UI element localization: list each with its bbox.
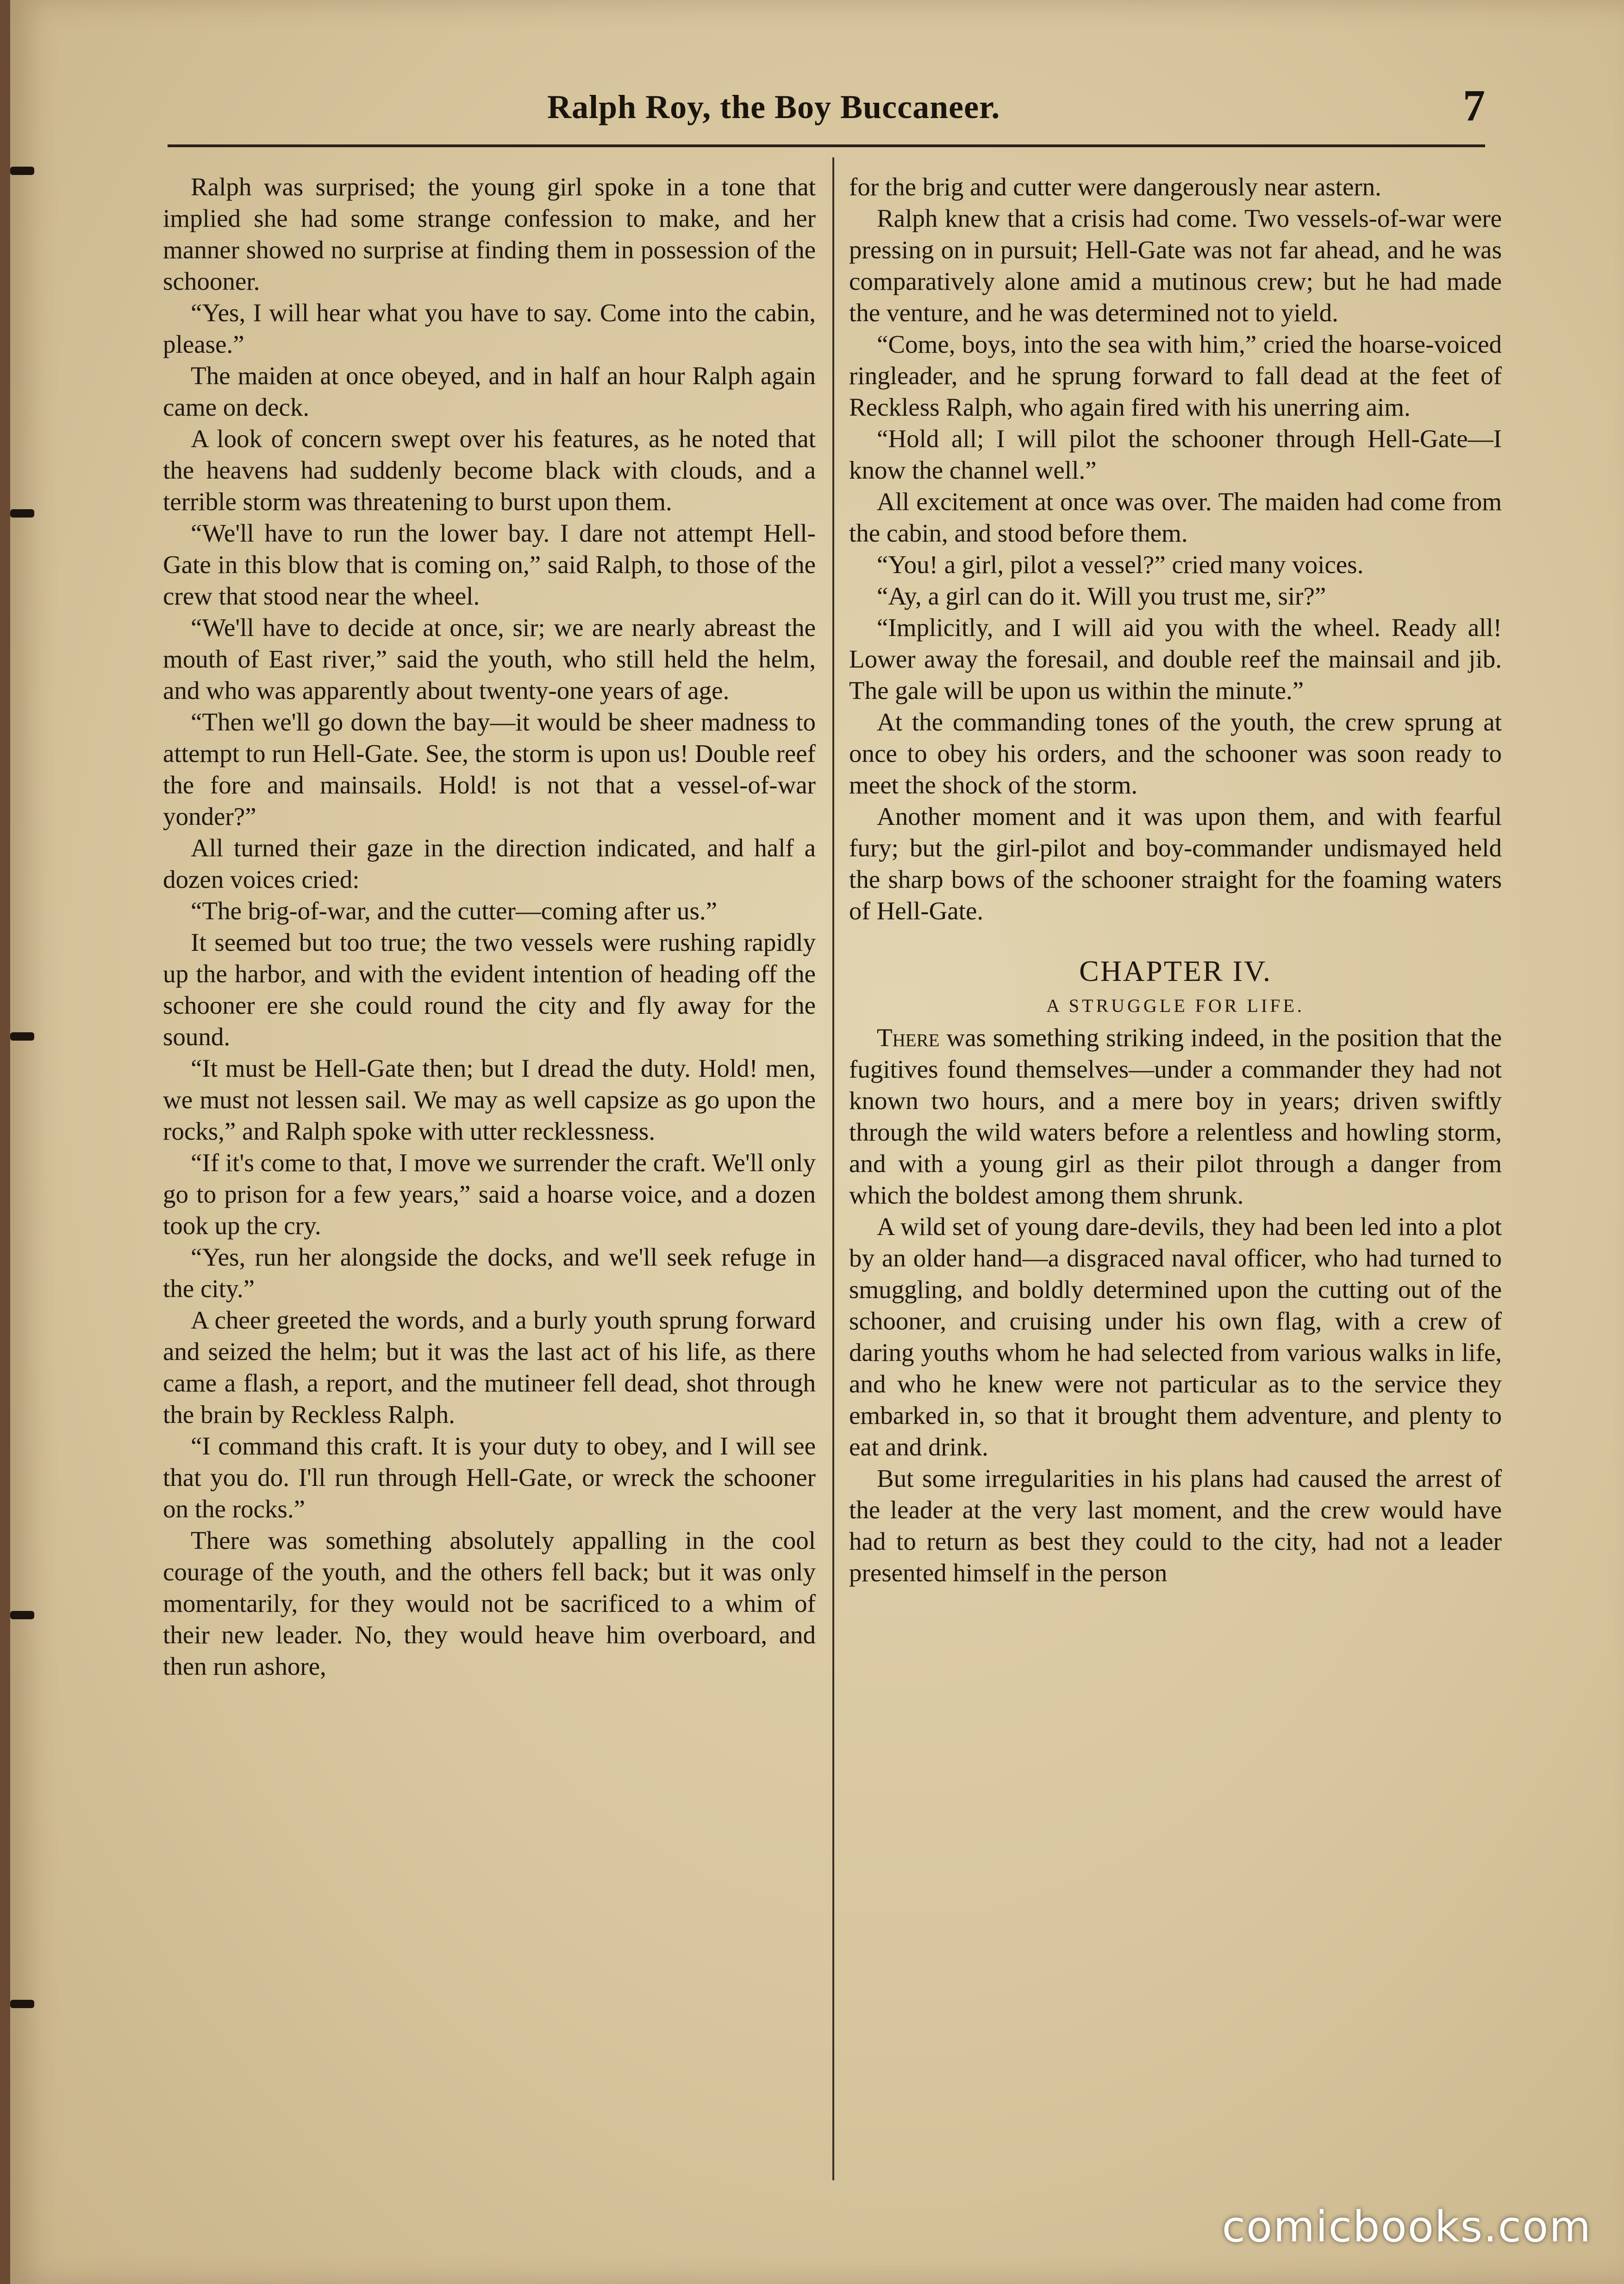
paragraph: “Then we'll go down the bay—it would be sheer madness to attempt to run Hell-Gate. See, the storm is upon us! Double reef the fore and mainsails. Hold! is not that a vessel-of-war yonder?”	[163, 708, 816, 830]
right-column	[849, 171, 1502, 2176]
paragraph: “Yes, run her alongside the docks, and we'll seek refuge in the city.”	[163, 1243, 816, 1303]
paragraph: There was something absolutely appalling in the cool courage of the youth, and the others fell back; but it was only momentarily, for they would not be sacrificed to a whim of their new leader. No, they would heave him overboard, and then run ashore,	[163, 1526, 816, 1680]
paragraph: “We'll have to decide at once, sir; we are nearly abreast the mouth of East river,” said the youth, who still held the helm, and who was apparently about twenty-one years of age.	[163, 613, 816, 705]
binding-stitch-mark	[10, 1611, 34, 1619]
paragraph: All excitement at once was over. The maiden had come from the cabin, and stood before them.	[849, 487, 1502, 547]
column-divider	[832, 157, 834, 2180]
binding-stitch-mark	[10, 167, 34, 175]
header-rule	[168, 144, 1485, 147]
paragraph: for the brig and cutter were dangerously near astern.	[849, 173, 1381, 201]
watermark: comicbooks.com	[1222, 2202, 1592, 2252]
chapter-heading: CHAPTER IV.	[1079, 955, 1272, 987]
page-number: 7	[1463, 81, 1485, 130]
paragraph: “Ay, a girl can do it. Will you trust me, sir?”	[877, 582, 1326, 610]
paragraph: It seemed but too true; the two vessels were rushing rapidly up the harbor, and with the evident intention of heading off the schooner ere she could round the city and fly away for the sound.	[163, 928, 816, 1051]
paragraph: “Come, boys, into the sea with him,” cried the hoarse-voiced ringleader, and he sprung forward to fall dead at the feet of Reckless Ralph, who again fired with his unerring aim.	[849, 330, 1502, 421]
paragraph: “You! a girl, pilot a vessel?” cried many voices.	[877, 550, 1364, 579]
chapter-first-word: There	[877, 1023, 940, 1052]
paragraph: Ralph knew that a crisis had come. Two vessels-of-war were pressing on in pursuit; Hell-Gate was not far ahead, and he was comparatively alone amid a mutinous crew; but he had made the venture, and he was determined not to yield.	[849, 204, 1502, 327]
paragraph: At the commanding tones of the youth, the crew sprung at once to obey his orders, and the schooner was soon ready to meet the shock of the storm.	[849, 708, 1502, 799]
paragraph: Another moment and it was upon them, and with fearful fury; but the girl-pilot and boy-commander undismayed held the sharp bows of the schooner straight for the foaming waters of Hell-Gate.	[849, 802, 1502, 925]
paragraph: “Hold all; I will pilot the schooner through Hell-Gate—I know the channel well.”	[849, 424, 1502, 484]
paragraph: But some irregularities in his plans had caused the arrest of the leader at the very last moment, and the crew would have had to return as best they could to the city, had not a leader presented himself in the person	[849, 1464, 1502, 1587]
paragraph: A look of concern swept over his features, as he noted that the heavens had suddenly become black with clouds, and a terrible storm was threatening to burst upon them.	[163, 424, 816, 516]
binding-stitch-mark	[10, 1032, 34, 1041]
paragraph: “If it's come to that, I move we surrender the craft. We'll only go to prison for a few years,” said a hoarse voice, and a dozen took up the cry.	[163, 1148, 816, 1240]
paragraph: “We'll have to run the lower bay. I dare not attempt Hell-Gate in this blow that is coming on,” said Ralph, to those of the crew that stood near the wheel.	[163, 519, 816, 610]
running-title: Ralph Roy, the Boy Buccaneer.	[547, 88, 1000, 125]
paragraph: “Implicitly, and I will aid you with the wheel. Ready all! Lower away the foresail, and double reef the mainsail and jib. The gale will be upon us within the minute.”	[849, 613, 1502, 705]
chapter-subtitle: A STRUGGLE FOR LIFE.	[1046, 995, 1305, 1016]
left-column	[163, 171, 816, 2176]
paragraph: All turned their gaze in the direction indicated, and half a dozen voices cried:	[163, 834, 816, 893]
document-page	[10, 0, 1624, 2284]
paragraph: “It must be Hell-Gate then; but I dread the duty. Hold! men, we must not lessen sail. We may as well capsize as go upon the rocks,” and Ralph spoke with utter recklessness.	[163, 1054, 816, 1145]
paragraph: “The brig-of-war, and the cutter—coming after us.”	[191, 897, 718, 925]
paragraph: A wild set of young dare-devils, they had been led into a plot by an older hand—a disgraced naval officer, who had turned to smuggling, and boldly determined upon the cutting out of the schooner, and cruising under his own flag, with a crew of daring youths whom he had selected from various walks in life, and who he knew were not particular as to the service they embarked in, so that it brought them adventure, and plenty to eat and drink.	[849, 1212, 1502, 1461]
running-header	[168, 69, 1485, 130]
paragraph: Ralph was surprised; the young girl spoke in a tone that implied she had some strange confession to make, and her manner showed no surprise at finding them in possession of the schooner.	[163, 173, 816, 295]
binding-stitch-mark	[10, 2000, 34, 2008]
chapter-first-paragraph-text: was something striking indeed, in the position that the fugitives found themselves—under a commander they had not known two hours, and a mere boy in years; driven swiftly through the wild waters before a relentless and howling storm, and with a young girl as their pilot through a danger from which the boldest among them shrunk.	[849, 1023, 1502, 1209]
chapter-opening-paragraph	[849, 1022, 1502, 1211]
binding-stitch-mark	[10, 509, 34, 518]
paragraph: A cheer greeted the words, and a burly youth sprung forward and seized the helm; but it was the last act of his life, as there came a flash, a report, and the mutineer fell dead, shot through the brain by Reckless Ralph.	[163, 1306, 816, 1429]
paragraph: The maiden at once obeyed, and in half an hour Ralph again came on deck.	[163, 362, 816, 421]
paragraph: “I command this craft. It is your duty to obey, and I will see that you do. I'll run through Hell-Gate, or wreck the schooner on the rocks.”	[163, 1432, 816, 1523]
paragraph: “Yes, I will hear what you have to say. Come into the cabin, please.”	[163, 299, 816, 358]
